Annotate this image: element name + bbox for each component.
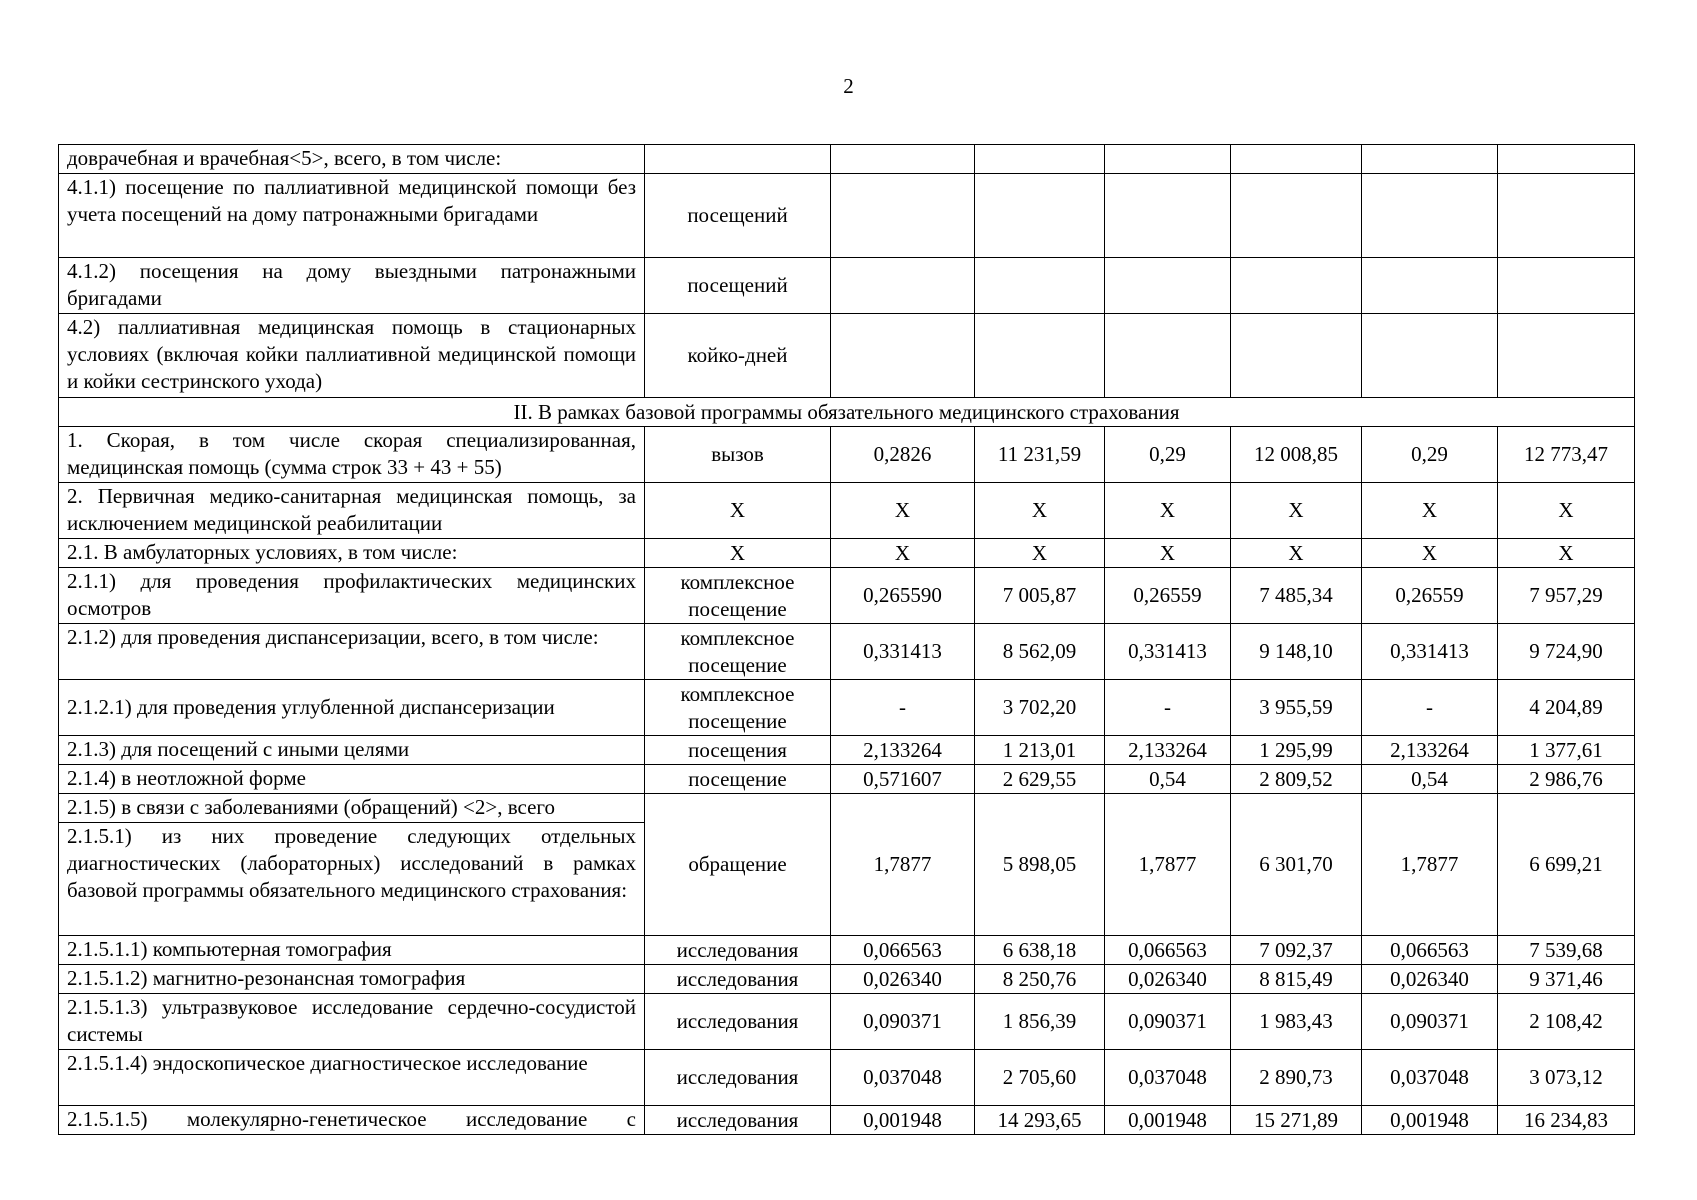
row-unit bbox=[645, 145, 831, 174]
value-cell: 2 986,76 bbox=[1498, 765, 1635, 794]
value-cell: 0,001948 bbox=[1362, 1106, 1498, 1135]
row-unit: обращение bbox=[645, 794, 831, 936]
table-row bbox=[59, 1106, 1635, 1135]
value-cell: 1 213,01 bbox=[975, 736, 1105, 765]
value-cell: 0,571607 bbox=[831, 765, 975, 794]
value-cell: 0,090371 bbox=[831, 994, 975, 1050]
value-cell: 15 271,89 bbox=[1231, 1106, 1362, 1135]
row-unit: исследования bbox=[645, 936, 831, 965]
row-unit: исследования bbox=[645, 1050, 831, 1106]
value-cell: 0,090371 bbox=[1362, 994, 1498, 1050]
value-cell: 1,7877 bbox=[831, 794, 975, 936]
value-cell: 0,066563 bbox=[1105, 936, 1231, 965]
value-cell: 0,090371 bbox=[1105, 994, 1231, 1050]
value-cell: 0,331413 bbox=[1362, 624, 1498, 680]
value-cell: 9 371,46 bbox=[1498, 965, 1635, 994]
table-row bbox=[59, 483, 1635, 539]
row-unit: комплексное посещение bbox=[645, 568, 831, 624]
value-cell: 0,026340 bbox=[1105, 965, 1231, 994]
row-description: 2.1.5.1.1) компьютерная томография bbox=[59, 936, 645, 965]
value-cell: 0,026340 bbox=[1362, 965, 1498, 994]
table-row bbox=[59, 427, 1635, 483]
row-unit: исследования bbox=[645, 994, 831, 1050]
row-unit: посещений bbox=[645, 174, 831, 258]
value-cell: 0,26559 bbox=[1105, 568, 1231, 624]
value-cell: 1,7877 bbox=[1105, 794, 1231, 936]
value-cell: 2 809,52 bbox=[1231, 765, 1362, 794]
value-cell: 3 702,20 bbox=[975, 680, 1105, 736]
value-cell: Х bbox=[1105, 483, 1231, 539]
value-cell: Х bbox=[975, 539, 1105, 568]
value-cell: 1 856,39 bbox=[975, 994, 1105, 1050]
row-unit: посещения bbox=[645, 736, 831, 765]
value-cell: - bbox=[1105, 680, 1231, 736]
value-cell: 2,133264 bbox=[831, 736, 975, 765]
row-description-group bbox=[59, 794, 645, 936]
table-row bbox=[59, 765, 1635, 794]
value-cell: Х bbox=[1498, 539, 1635, 568]
value-cell: 0,54 bbox=[1362, 765, 1498, 794]
table-row bbox=[59, 1050, 1635, 1106]
value-cell: 0,066563 bbox=[1362, 936, 1498, 965]
row-description: 2.1.5) в связи с заболеваниями (обращений) <2>, всего bbox=[59, 794, 644, 823]
row-description: 4.1.1) посещение по паллиативной медицинской помощи без учета посещений на дому патронажными бригадами bbox=[59, 174, 645, 258]
page-number: 2 bbox=[843, 74, 854, 98]
value-cell: 0,037048 bbox=[831, 1050, 975, 1106]
row-unit: комплексное посещение bbox=[645, 680, 831, 736]
value-cell: 1,7877 bbox=[1362, 794, 1498, 936]
value-cell: 0,29 bbox=[1105, 427, 1231, 483]
value-cell: 2 629,55 bbox=[975, 765, 1105, 794]
value-cell: 2 705,60 bbox=[975, 1050, 1105, 1106]
value-cell: Х bbox=[1498, 483, 1635, 539]
row-description: 2.1.5.1.3) ультразвуковое исследование сердечно-сосудистой системы bbox=[59, 994, 645, 1050]
table-row bbox=[59, 145, 1635, 174]
value-cell: 0,54 bbox=[1105, 765, 1231, 794]
table-row bbox=[59, 994, 1635, 1050]
row-description: 2.1.5.1.5) молекулярно-генетическое исследование с bbox=[59, 1106, 645, 1135]
row-description: 2.1.1) для проведения профилактических медицинских осмотров bbox=[59, 568, 645, 624]
value-cell: 12 008,85 bbox=[1231, 427, 1362, 483]
row-unit: исследования bbox=[645, 965, 831, 994]
value-cell: 0,265590 bbox=[831, 568, 975, 624]
value-cell: 1 377,61 bbox=[1498, 736, 1635, 765]
value-cell: 9 724,90 bbox=[1498, 624, 1635, 680]
value-cell: 2 108,42 bbox=[1498, 994, 1635, 1050]
value-cell: 1 983,43 bbox=[1231, 994, 1362, 1050]
row-unit: исследования bbox=[645, 1106, 831, 1135]
value-cell: Х bbox=[975, 483, 1105, 539]
section-header-row bbox=[59, 398, 1635, 427]
value-cell: 0,001948 bbox=[831, 1106, 975, 1135]
value-cell: 7 539,68 bbox=[1498, 936, 1635, 965]
value-cell: 0,026340 bbox=[831, 965, 975, 994]
value-cell: 0,037048 bbox=[1105, 1050, 1231, 1106]
value-cell: Х bbox=[1231, 539, 1362, 568]
section-title: II. В рамках базовой программы обязательного медицинского страхования bbox=[59, 398, 1635, 427]
row-description: 2. Первичная медико-санитарная медицинская помощь, за исключением медицинской реабилитации bbox=[59, 483, 645, 539]
value-cell: 8 562,09 bbox=[975, 624, 1105, 680]
row-unit: койко-дней bbox=[645, 314, 831, 398]
row-description: 2.1.2) для проведения диспансеризации, всего, в том числе: bbox=[59, 624, 645, 680]
table-row bbox=[59, 539, 1635, 568]
row-description: 2.1.4) в неотложной форме bbox=[59, 765, 645, 794]
value-cell: 14 293,65 bbox=[975, 1106, 1105, 1135]
value-cell: 0,037048 bbox=[1362, 1050, 1498, 1106]
value-cell: 8 815,49 bbox=[1231, 965, 1362, 994]
value-cell: 0,29 bbox=[1362, 427, 1498, 483]
value-cell: 2 890,73 bbox=[1231, 1050, 1362, 1106]
value-cell: 7 005,87 bbox=[975, 568, 1105, 624]
table-row bbox=[59, 680, 1635, 736]
row-description: доврачебная и врачебная<5>, всего, в том числе: bbox=[59, 145, 645, 174]
table-row bbox=[59, 568, 1635, 624]
row-description: 4.2) паллиативная медицинская помощь в стационарных условиях (включая койки паллиативной медицинской помощи и койки сестринского ухода) bbox=[59, 314, 645, 398]
value-cell: 6 638,18 bbox=[975, 936, 1105, 965]
value-cell: Х bbox=[1362, 539, 1498, 568]
value-cell: 0,001948 bbox=[1105, 1106, 1231, 1135]
row-description: 2.1.5.1) из них проведение следующих отдельных диагностических (лабораторных) исследований в рамках базовой программы обязательного медицинского страхования: bbox=[67, 824, 636, 902]
table-row bbox=[59, 258, 1635, 314]
row-unit: посещений bbox=[645, 258, 831, 314]
row-description: 2.1.5.1.2) магнитно-резонансная томография bbox=[59, 965, 645, 994]
table-row bbox=[59, 736, 1635, 765]
value-cell: Х bbox=[1362, 483, 1498, 539]
value-cell: Х bbox=[1231, 483, 1362, 539]
row-description: 2.1.5.1.4) эндоскопическое диагностическое исследование bbox=[59, 1050, 645, 1106]
table-row bbox=[59, 174, 1635, 258]
row-description: 4.1.2) посещения на дому выездными патронажными бригадами bbox=[59, 258, 645, 314]
value-cell: 8 250,76 bbox=[975, 965, 1105, 994]
value-cell: 16 234,83 bbox=[1498, 1106, 1635, 1135]
value-cell: - bbox=[1362, 680, 1498, 736]
value-cell: Х bbox=[1105, 539, 1231, 568]
value-cell: 0,2826 bbox=[831, 427, 975, 483]
table-row bbox=[59, 624, 1635, 680]
value-cell: 0,331413 bbox=[1105, 624, 1231, 680]
table-row bbox=[59, 794, 1635, 936]
table-row bbox=[59, 965, 1635, 994]
value-cell: 7 957,29 bbox=[1498, 568, 1635, 624]
value-cell: 0,066563 bbox=[831, 936, 975, 965]
value-cell: 1 295,99 bbox=[1231, 736, 1362, 765]
value-cell: 12 773,47 bbox=[1498, 427, 1635, 483]
row-description: 2.1. В амбулаторных условиях, в том числе: bbox=[59, 539, 645, 568]
row-unit: комплексное посещение bbox=[645, 624, 831, 680]
program-volume-table bbox=[58, 144, 1635, 1135]
value-cell: 6 301,70 bbox=[1231, 794, 1362, 936]
value-cell: 7 092,37 bbox=[1231, 936, 1362, 965]
value-cell: Х bbox=[831, 539, 975, 568]
value-cell: 4 204,89 bbox=[1498, 680, 1635, 736]
row-unit: вызов bbox=[645, 427, 831, 483]
row-description: 2.1.3) для посещений с иными целями bbox=[59, 736, 645, 765]
value-cell: 2,133264 bbox=[1105, 736, 1231, 765]
value-cell: 9 148,10 bbox=[1231, 624, 1362, 680]
value-cell: Х bbox=[831, 483, 975, 539]
value-cell: - bbox=[831, 680, 975, 736]
value-cell: 0,26559 bbox=[1362, 568, 1498, 624]
row-unit: посещение bbox=[645, 765, 831, 794]
row-description: 1. Скорая, в том числе скорая специализированная, медицинская помощь (сумма строк 33 + 43 + 55) bbox=[59, 427, 645, 483]
value-cell: 2,133264 bbox=[1362, 736, 1498, 765]
row-unit: Х bbox=[645, 483, 831, 539]
value-cell: 6 699,21 bbox=[1498, 794, 1635, 936]
table-row bbox=[59, 936, 1635, 965]
value-cell: 3 073,12 bbox=[1498, 1050, 1635, 1106]
value-cell: 0,331413 bbox=[831, 624, 975, 680]
row-description: 2.1.2.1) для проведения углубленной диспансеризации bbox=[59, 680, 645, 736]
row-unit: Х bbox=[645, 539, 831, 568]
value-cell: 7 485,34 bbox=[1231, 568, 1362, 624]
table-row bbox=[59, 314, 1635, 398]
value-cell: 5 898,05 bbox=[975, 794, 1105, 936]
value-cell: 3 955,59 bbox=[1231, 680, 1362, 736]
value-cell: 11 231,59 bbox=[975, 427, 1105, 483]
